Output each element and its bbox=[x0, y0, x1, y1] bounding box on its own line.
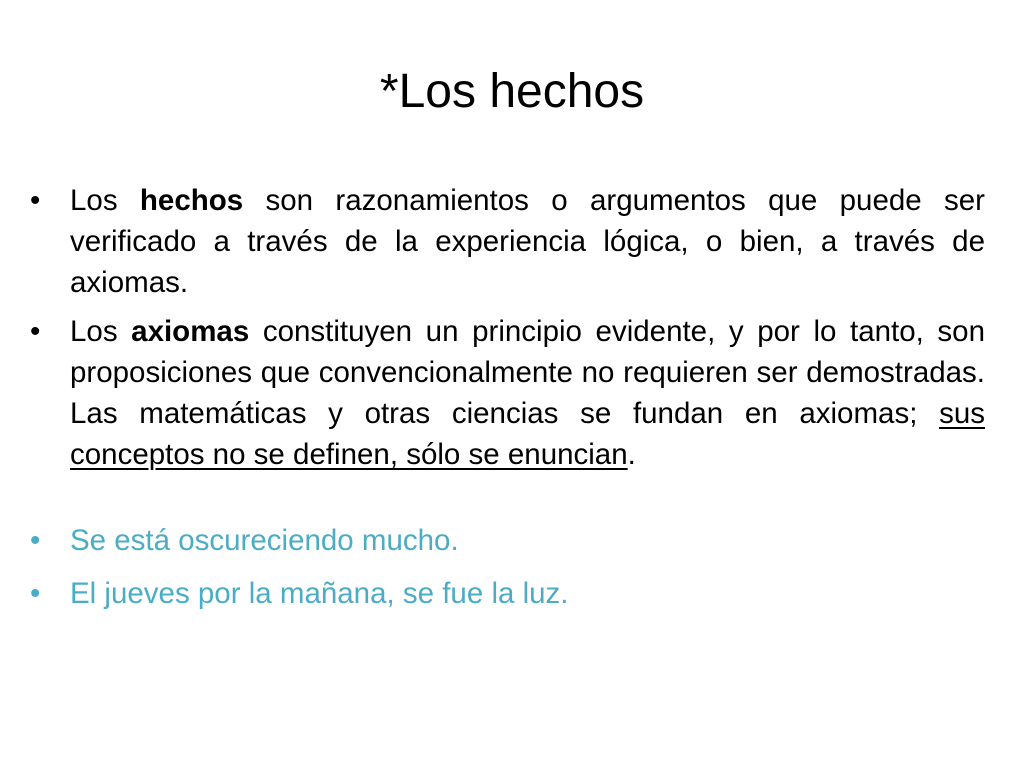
example-text: Se está oscureciendo mucho. bbox=[70, 524, 459, 557]
example-bullet-1 bbox=[30, 520, 985, 561]
bullet-text-pre: Los bbox=[70, 315, 132, 348]
bullet-axiomas bbox=[30, 311, 985, 475]
bullet-dot-icon: • bbox=[30, 184, 41, 217]
slide-content bbox=[30, 180, 985, 626]
slide-title: *Los hechos bbox=[379, 65, 645, 118]
underlined-phrase: sus conceptos no se definen, sólo se enuncian bbox=[70, 397, 985, 471]
example-text: El jueves por la mañana, se fue la luz. bbox=[70, 577, 569, 610]
bullet-text-post: son razonamientos o argumentos que puede ser verificado a través de la experiencia lógica, o bien, a través de axiomas. bbox=[70, 184, 985, 299]
bullet-term-axiomas: axiomas bbox=[131, 315, 250, 348]
bullet-text-end: . bbox=[627, 438, 636, 471]
example-bullet-2 bbox=[30, 573, 985, 614]
bullet-term-hechos: hechos bbox=[139, 184, 244, 217]
bullet-dot-icon: • bbox=[30, 315, 41, 348]
bullet-text-pre: Los bbox=[70, 184, 140, 217]
bullet-text-post: constituyen un principio evidente, y por lo tanto, son proposiciones que convencionalmente no requieren ser demostradas. Las matemáticas y otras ciencias se fundan en axiomas; bbox=[70, 315, 985, 430]
bullet-dot-icon: • bbox=[30, 577, 41, 610]
bullet-dot-icon: • bbox=[30, 524, 41, 557]
spacer bbox=[30, 483, 985, 520]
bullet-hechos bbox=[30, 180, 985, 303]
